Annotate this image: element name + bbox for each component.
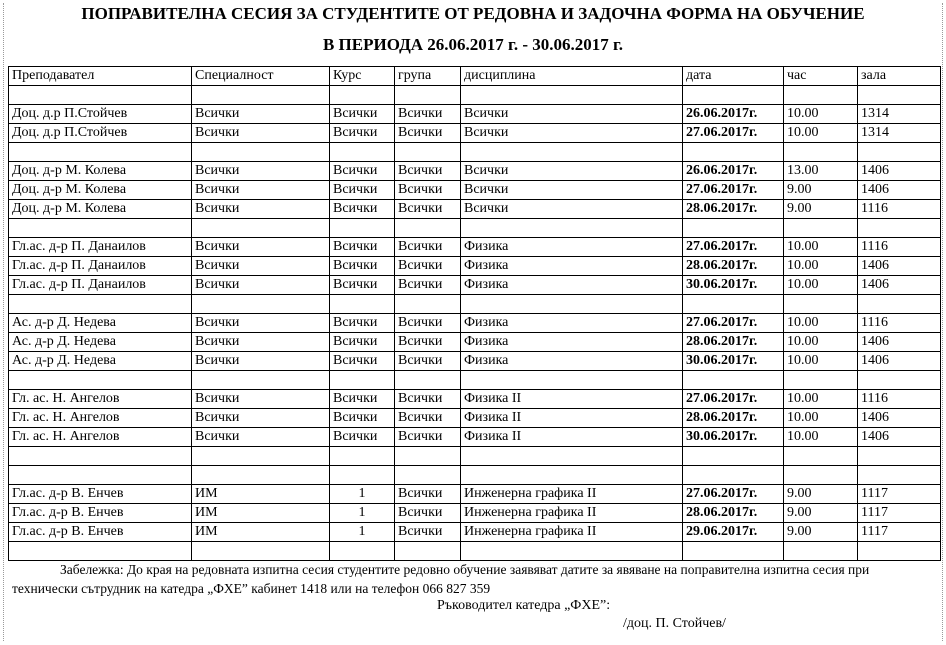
cell-date: 27.06.2017г.	[683, 181, 784, 200]
cell-time: 10.00	[784, 390, 858, 409]
cell-course	[330, 295, 395, 314]
table-row	[9, 485, 941, 504]
cell-course	[330, 219, 395, 238]
cell-specialty: Всички	[192, 276, 330, 295]
cell-teacher: Доц. д-р М. Колева	[9, 181, 192, 200]
cell-specialty: Всички	[192, 162, 330, 181]
cell-discipline	[461, 466, 683, 485]
cell-course: Всички	[330, 257, 395, 276]
header-room: зала	[858, 67, 941, 86]
cell-teacher	[9, 86, 192, 105]
cell-room	[858, 447, 941, 466]
cell-teacher: Гл. ас. Н. Ангелов	[9, 409, 192, 428]
cell-discipline: Физика	[461, 276, 683, 295]
cell-time: 10.00	[784, 333, 858, 352]
cell-specialty: Всички	[192, 105, 330, 124]
cell-room: 1406	[858, 162, 941, 181]
cell-room: 1406	[858, 352, 941, 371]
cell-date: 28.06.2017г.	[683, 333, 784, 352]
table-row	[9, 333, 941, 352]
cell-specialty: Всички	[192, 428, 330, 447]
table-row-empty	[9, 371, 941, 390]
cell-specialty: ИМ	[192, 485, 330, 504]
cell-date: 26.06.2017г.	[683, 105, 784, 124]
table-row-empty	[9, 143, 941, 162]
cell-course: Всички	[330, 390, 395, 409]
note-block	[12, 560, 944, 598]
cell-room	[858, 219, 941, 238]
cell-date	[683, 466, 784, 485]
cell-date: 27.06.2017г.	[683, 314, 784, 333]
table-row-empty	[9, 542, 941, 561]
cell-date	[683, 219, 784, 238]
cell-room: 1406	[858, 428, 941, 447]
cell-date: 27.06.2017г.	[683, 124, 784, 143]
table-row	[9, 124, 941, 143]
cell-group: Всички	[395, 105, 461, 124]
cell-date: 29.06.2017г.	[683, 523, 784, 542]
cell-specialty	[192, 219, 330, 238]
table-row-empty	[9, 295, 941, 314]
cell-room: 1117	[858, 485, 941, 504]
cell-room	[858, 86, 941, 105]
cell-room: 1406	[858, 333, 941, 352]
cell-discipline: Всички	[461, 105, 683, 124]
cell-room	[858, 542, 941, 561]
cell-group: Всички	[395, 314, 461, 333]
cell-course: Всички	[330, 276, 395, 295]
cell-discipline: Физика	[461, 333, 683, 352]
cell-room	[858, 295, 941, 314]
cell-time	[784, 466, 858, 485]
cell-discipline: Инженерна графика II	[461, 485, 683, 504]
cell-room	[858, 466, 941, 485]
cell-specialty	[192, 542, 330, 561]
department-head-name: /доц. П. Стойчев/	[623, 616, 726, 631]
cell-group: Всички	[395, 181, 461, 200]
cell-date	[683, 86, 784, 105]
table-row	[9, 105, 941, 124]
table-row	[9, 504, 941, 523]
cell-discipline: Физика	[461, 238, 683, 257]
cell-discipline: Всички	[461, 162, 683, 181]
table-header-row	[9, 67, 941, 86]
cell-teacher	[9, 542, 192, 561]
cell-course: Всички	[330, 124, 395, 143]
cell-teacher: Гл.ас. д-р В. Енчев	[9, 523, 192, 542]
cell-date	[683, 542, 784, 561]
cell-time: 10.00	[784, 428, 858, 447]
cell-date: 30.06.2017г.	[683, 276, 784, 295]
cell-group: Всички	[395, 504, 461, 523]
cell-teacher: Гл.ас. д-р В. Енчев	[9, 485, 192, 504]
table-row	[9, 409, 941, 428]
cell-specialty: Всички	[192, 352, 330, 371]
cell-room: 1116	[858, 238, 941, 257]
cell-date: 30.06.2017г.	[683, 428, 784, 447]
cell-discipline: Всички	[461, 124, 683, 143]
cell-time: 10.00	[784, 124, 858, 143]
cell-specialty	[192, 295, 330, 314]
cell-course	[330, 371, 395, 390]
cell-group: Всички	[395, 238, 461, 257]
cell-group: Всички	[395, 200, 461, 219]
cell-course: Всички	[330, 333, 395, 352]
cell-room: 1406	[858, 181, 941, 200]
cell-date	[683, 143, 784, 162]
cell-teacher	[9, 466, 192, 485]
cell-specialty	[192, 143, 330, 162]
header-time: час	[784, 67, 858, 86]
header-discipline: дисциплина	[461, 67, 683, 86]
table-row	[9, 162, 941, 181]
cell-course	[330, 447, 395, 466]
table-row-empty	[9, 86, 941, 105]
table-row	[9, 181, 941, 200]
cell-time: 10.00	[784, 257, 858, 276]
cell-room: 1406	[858, 409, 941, 428]
header-course: Курс	[330, 67, 395, 86]
cell-specialty	[192, 466, 330, 485]
cell-course: Всички	[330, 162, 395, 181]
cell-discipline: Физика	[461, 257, 683, 276]
cell-course	[330, 86, 395, 105]
table-row	[9, 276, 941, 295]
cell-specialty: Всички	[192, 257, 330, 276]
cell-discipline: Физика	[461, 352, 683, 371]
cell-time	[784, 143, 858, 162]
cell-room: 1314	[858, 124, 941, 143]
cell-date: 30.06.2017г.	[683, 352, 784, 371]
cell-group	[395, 86, 461, 105]
cell-date	[683, 371, 784, 390]
cell-specialty: ИМ	[192, 523, 330, 542]
cell-room: 1406	[858, 276, 941, 295]
table-row	[9, 428, 941, 447]
cell-teacher	[9, 447, 192, 466]
cell-room: 1406	[858, 257, 941, 276]
cell-discipline: Физика II	[461, 409, 683, 428]
cell-time: 9.00	[784, 504, 858, 523]
cell-specialty: Всички	[192, 181, 330, 200]
cell-group: Всички	[395, 333, 461, 352]
cell-course: Всички	[330, 200, 395, 219]
cell-time: 10.00	[784, 276, 858, 295]
cell-room: 1116	[858, 314, 941, 333]
cell-discipline	[461, 219, 683, 238]
cell-teacher: Гл.ас. д-р П. Данаилов	[9, 257, 192, 276]
table-row	[9, 314, 941, 333]
table-row	[9, 523, 941, 542]
document-subtitle-period: В ПЕРИОДА 26.06.2017 г. - 30.06.2017 г.	[322, 35, 624, 54]
cell-specialty: Всички	[192, 238, 330, 257]
cell-room: 1117	[858, 523, 941, 542]
cell-specialty	[192, 447, 330, 466]
cell-course: Всички	[330, 181, 395, 200]
cell-time	[784, 295, 858, 314]
cell-teacher: Доц. д-р М. Колева	[9, 200, 192, 219]
cell-discipline	[461, 86, 683, 105]
cell-specialty: Всички	[192, 409, 330, 428]
cell-group	[395, 219, 461, 238]
header-teacher: Преподавател	[9, 67, 192, 86]
cell-course	[330, 466, 395, 485]
cell-discipline: Всички	[461, 181, 683, 200]
cell-course: Всички	[330, 314, 395, 333]
cell-teacher: Гл.ас. д-р П. Данаилов	[9, 238, 192, 257]
cell-room	[858, 371, 941, 390]
table-row	[9, 200, 941, 219]
cell-discipline: Физика II	[461, 390, 683, 409]
cell-teacher: Гл. ас. Н. Ангелов	[9, 390, 192, 409]
cell-teacher	[9, 295, 192, 314]
cell-specialty	[192, 371, 330, 390]
cell-group: Всички	[395, 257, 461, 276]
cell-group	[395, 466, 461, 485]
cell-group	[395, 447, 461, 466]
cell-specialty: ИМ	[192, 504, 330, 523]
cell-time: 10.00	[784, 352, 858, 371]
cell-course	[330, 542, 395, 561]
note-line-1: Забележка: До края на редовната изпитна сесия студентите редовно обучение заявяват датите за явяване на поправителна изпитна сесия при	[60, 562, 870, 577]
cell-date	[683, 295, 784, 314]
table-row-empty	[9, 219, 941, 238]
table-row-empty	[9, 466, 941, 485]
cell-specialty: Всички	[192, 314, 330, 333]
cell-specialty: Всички	[192, 333, 330, 352]
header-group: група	[395, 67, 461, 86]
cell-group: Всички	[395, 276, 461, 295]
cell-date: 28.06.2017г.	[683, 200, 784, 219]
cell-group: Всички	[395, 485, 461, 504]
cell-time	[784, 219, 858, 238]
cell-group: Всички	[395, 523, 461, 542]
cell-time: 13.00	[784, 162, 858, 181]
cell-course: 1	[330, 504, 395, 523]
cell-time	[784, 86, 858, 105]
cell-course: 1	[330, 485, 395, 504]
cell-time	[784, 371, 858, 390]
cell-teacher: Доц. д.р П.Стойчев	[9, 124, 192, 143]
cell-course	[330, 143, 395, 162]
cell-time: 10.00	[784, 314, 858, 333]
cell-teacher: Ас. д-р Д. Недева	[9, 352, 192, 371]
cell-teacher: Гл.ас. д-р В. Енчев	[9, 504, 192, 523]
cell-group: Всички	[395, 352, 461, 371]
cell-room: 1116	[858, 390, 941, 409]
cell-course: Всички	[330, 352, 395, 371]
cell-teacher: Ас. д-р Д. Недева	[9, 314, 192, 333]
cell-discipline	[461, 295, 683, 314]
cell-discipline	[461, 542, 683, 561]
cell-discipline: Физика	[461, 314, 683, 333]
cell-teacher: Гл.ас. д-р П. Данаилов	[9, 276, 192, 295]
header-date: дата	[683, 67, 784, 86]
department-head-title: Ръководител катедра „ФХЕ”:	[437, 598, 611, 613]
cell-group: Всички	[395, 390, 461, 409]
cell-teacher	[9, 219, 192, 238]
cell-teacher	[9, 371, 192, 390]
cell-group	[395, 295, 461, 314]
cell-specialty: Всички	[192, 200, 330, 219]
cell-course: 1	[330, 523, 395, 542]
cell-time: 9.00	[784, 181, 858, 200]
cell-group	[395, 542, 461, 561]
cell-date: 28.06.2017г.	[683, 409, 784, 428]
cell-course: Всички	[330, 428, 395, 447]
cell-time	[784, 447, 858, 466]
cell-time: 10.00	[784, 238, 858, 257]
cell-course: Всички	[330, 409, 395, 428]
cell-date	[683, 447, 784, 466]
cell-discipline: Инженерна графика II	[461, 504, 683, 523]
schedule-table	[8, 66, 941, 561]
cell-date: 27.06.2017г.	[683, 485, 784, 504]
cell-teacher: Доц. д.р П.Стойчев	[9, 105, 192, 124]
cell-date: 27.06.2017г.	[683, 390, 784, 409]
cell-discipline	[461, 447, 683, 466]
cell-discipline	[461, 143, 683, 162]
cell-group	[395, 371, 461, 390]
cell-group: Всички	[395, 409, 461, 428]
cell-course: Всички	[330, 238, 395, 257]
cell-teacher	[9, 143, 192, 162]
cell-date: 27.06.2017г.	[683, 238, 784, 257]
cell-group	[395, 143, 461, 162]
document-title: ПОПРАВИТЕЛНА СЕСИЯ ЗА СТУДЕНТИТЕ ОТ РЕДОВНА И ЗАДОЧНА ФОРМА НА ОБУЧЕНИЕ	[81, 4, 865, 23]
cell-group: Всички	[395, 428, 461, 447]
cell-teacher: Ас. д-р Д. Недева	[9, 333, 192, 352]
cell-discipline	[461, 371, 683, 390]
cell-group: Всички	[395, 162, 461, 181]
cell-specialty: Всички	[192, 124, 330, 143]
note-line-2: технически сътрудник на катедра „ФХЕ” кабинет 1418 или на телефон 066 827 359	[12, 581, 491, 596]
cell-date: 28.06.2017г.	[683, 504, 784, 523]
cell-room	[858, 143, 941, 162]
cell-date: 28.06.2017г.	[683, 257, 784, 276]
cell-time	[784, 542, 858, 561]
schedule-table-body	[9, 67, 941, 561]
cell-time: 9.00	[784, 523, 858, 542]
cell-discipline: Инженерна графика II	[461, 523, 683, 542]
cell-room: 1116	[858, 200, 941, 219]
header-specialty: Специалност	[192, 67, 330, 86]
cell-room: 1314	[858, 105, 941, 124]
cell-time: 9.00	[784, 485, 858, 504]
cell-specialty	[192, 86, 330, 105]
cell-time: 10.00	[784, 105, 858, 124]
cell-time: 10.00	[784, 409, 858, 428]
table-row	[9, 390, 941, 409]
table-row-empty	[9, 447, 941, 466]
table-row	[9, 238, 941, 257]
cell-date: 26.06.2017г.	[683, 162, 784, 181]
cell-specialty: Всички	[192, 390, 330, 409]
cell-discipline: Физика II	[461, 428, 683, 447]
cell-time: 9.00	[784, 200, 858, 219]
cell-group: Всички	[395, 124, 461, 143]
cell-room: 1117	[858, 504, 941, 523]
table-row	[9, 257, 941, 276]
cell-discipline: Всички	[461, 200, 683, 219]
cell-teacher: Доц. д-р М. Колева	[9, 162, 192, 181]
table-row	[9, 352, 941, 371]
cell-teacher: Гл. ас. Н. Ангелов	[9, 428, 192, 447]
cell-course: Всички	[330, 105, 395, 124]
